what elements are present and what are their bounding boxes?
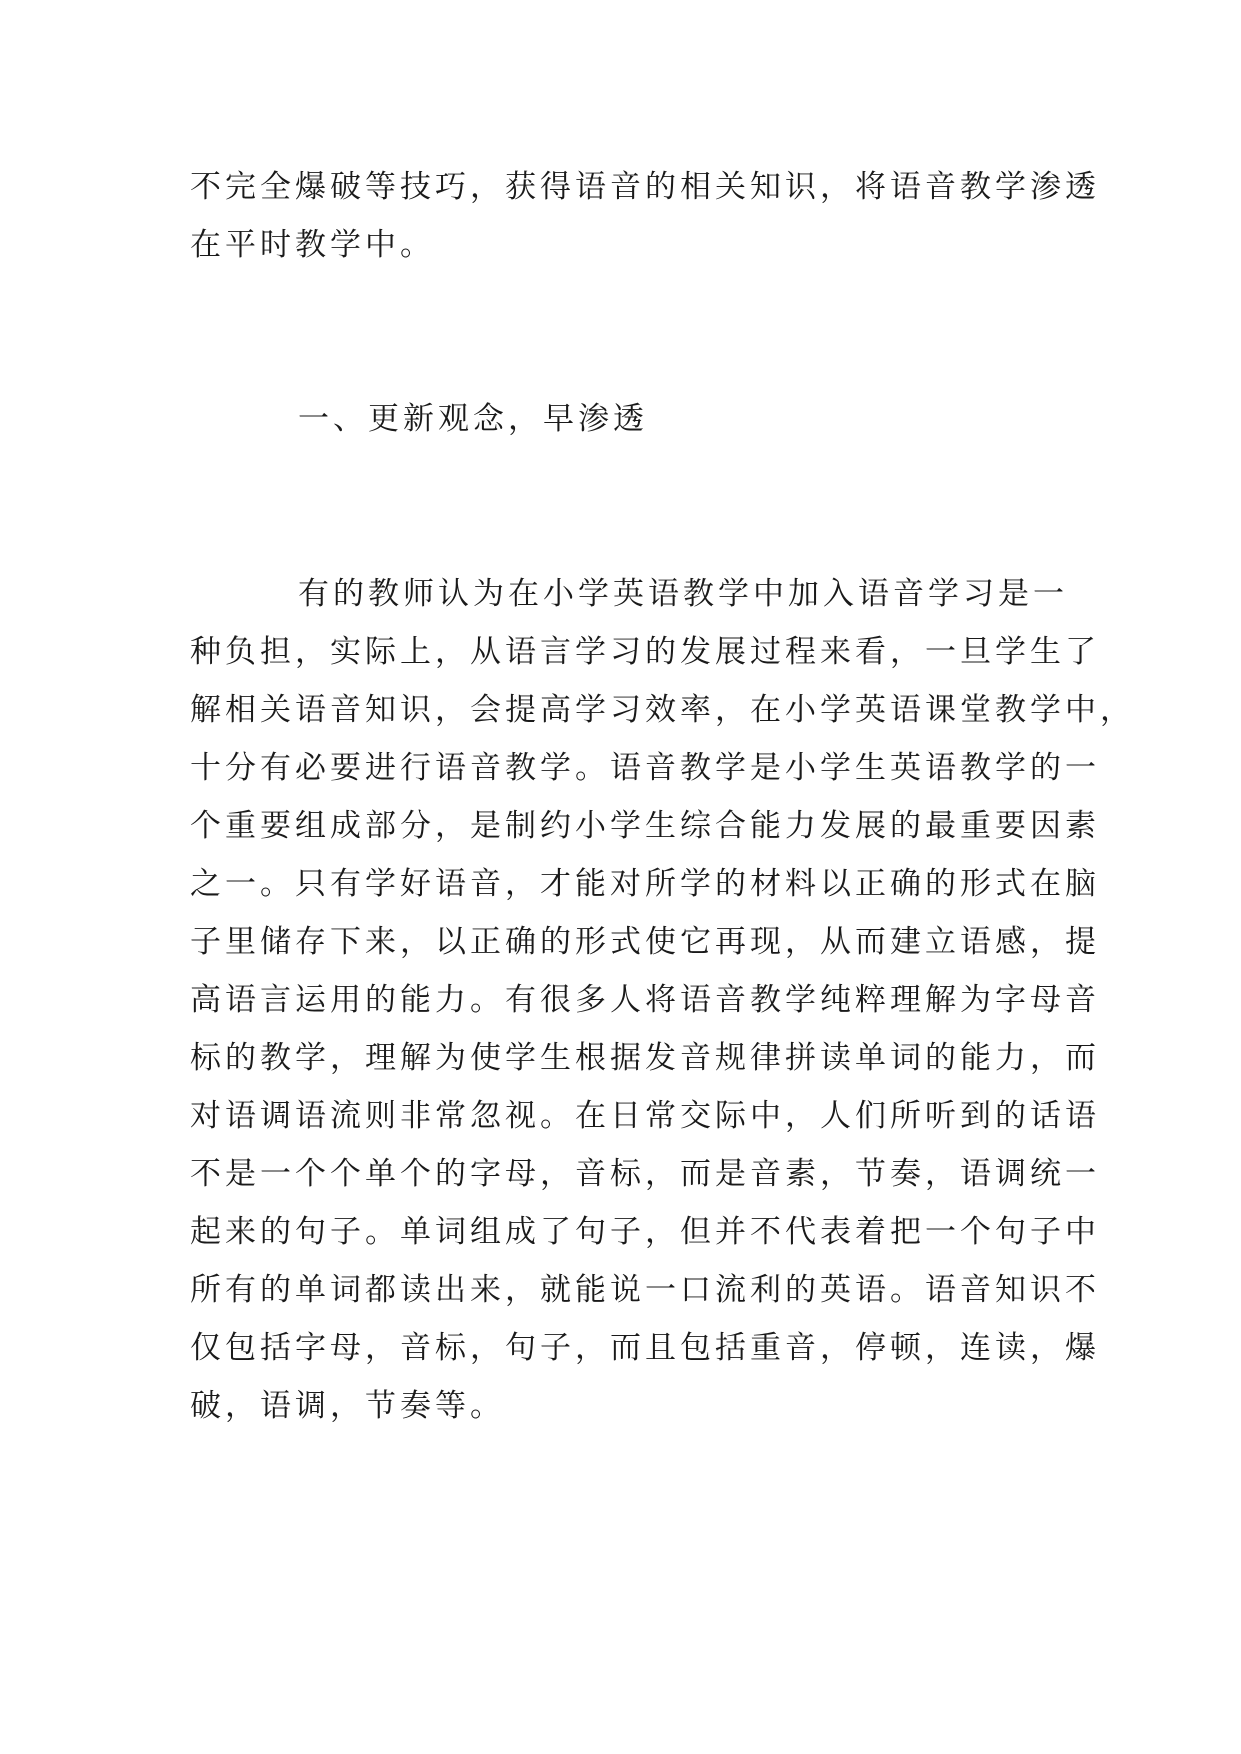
- paragraph-line: 子里储存下来，以正确的形式使它再现，从而建立语感，提: [190, 924, 1100, 960]
- paragraph-line: 高语言运用的能力。有很多人将语音教学纯粹理解为字母音: [190, 982, 1100, 1018]
- section-heading-text: 一、更新观念，早渗透: [298, 401, 648, 437]
- paragraph-line: 之一。只有学好语音，才能对所学的材料以正确的形式在脑: [190, 866, 1100, 902]
- paragraph-line: 标的教学，理解为使学生根据发音规律拼读单词的能力，而: [190, 1040, 1100, 1076]
- paragraph-line: 不完全爆破等技巧，获得语音的相关知识，将语音教学渗透: [190, 169, 1100, 205]
- paragraph-line: 所有的单词都读出来，就能说一口流利的英语。语音知识不: [190, 1272, 1100, 1308]
- continued-paragraph: [190, 158, 1100, 274]
- paragraph-line: 不是一个个单个的字母，音标，而是音素，节奏，语调统一: [190, 1156, 1100, 1192]
- section-heading: [298, 390, 998, 448]
- paragraph-line: 在平时教学中。: [190, 227, 435, 263]
- paragraph-line: 有的教师认为在小学英语教学中加入语音学习是一: [298, 576, 1068, 612]
- paragraph-line: 解相关语音知识，会提高学习效率，在小学英语课堂教学中，: [190, 692, 1135, 728]
- paragraph-line: 十分有必要进行语音教学。语音教学是小学生英语教学的一: [190, 750, 1100, 786]
- paragraph-line: 破，语调，节奏等。: [190, 1388, 505, 1424]
- paragraph-line: 个重要组成部分，是制约小学生综合能力发展的最重要因素: [190, 808, 1100, 844]
- paragraph-line: 种负担，实际上，从语言学习的发展过程来看，一旦学生了: [190, 634, 1100, 670]
- main-paragraph: [190, 565, 1135, 1435]
- paragraph-line: 起来的句子。单词组成了句子，但并不代表着把一个句子中: [190, 1214, 1100, 1250]
- paragraph-line: 仅包括字母，音标，句子，而且包括重音，停顿，连读，爆: [190, 1330, 1100, 1366]
- paragraph-line: 对语调语流则非常忽视。在日常交际中，人们所听到的话语: [190, 1098, 1100, 1134]
